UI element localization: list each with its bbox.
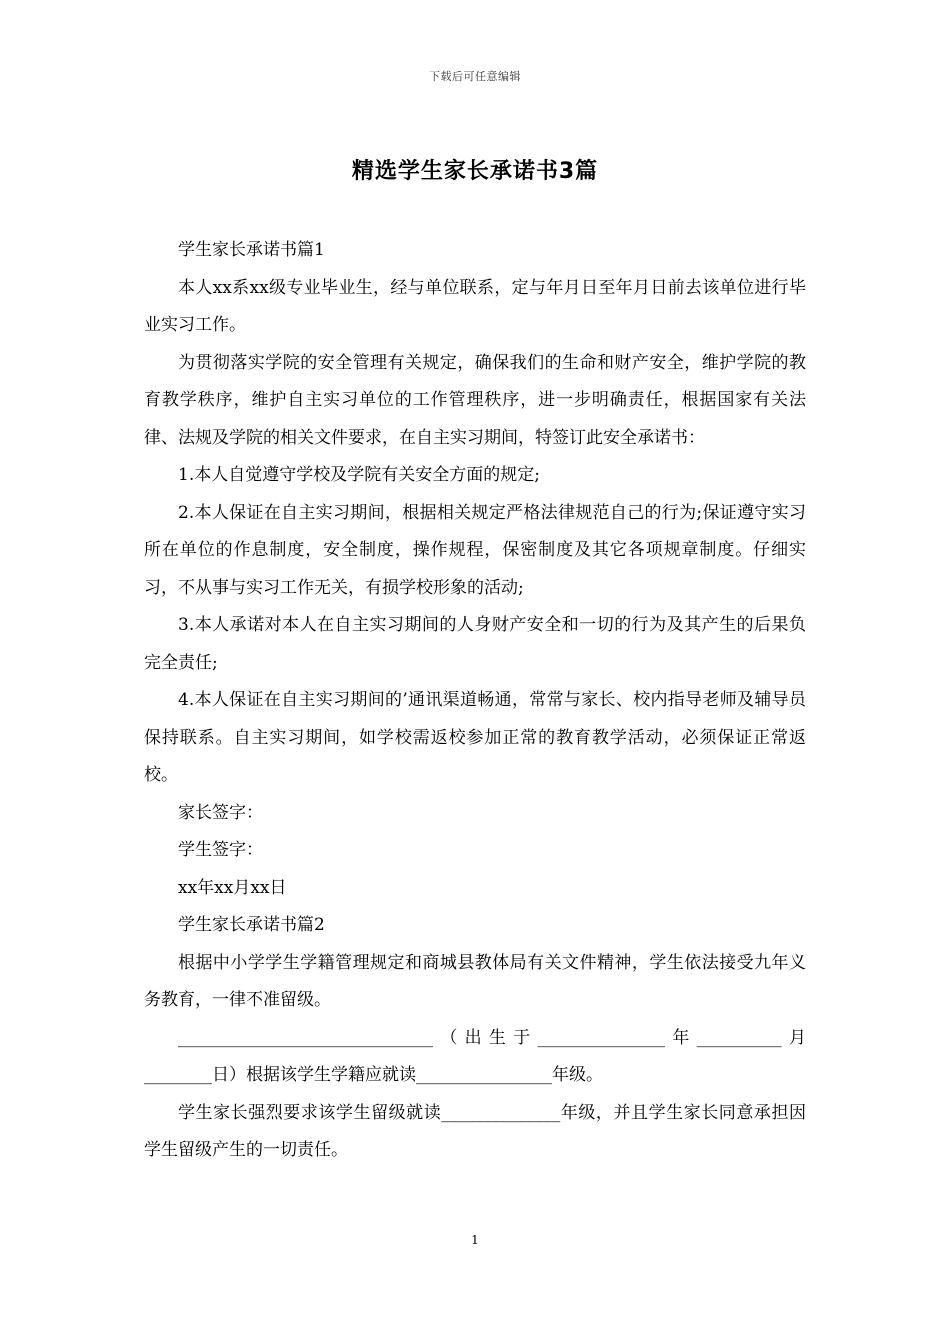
- clause-1: 1.本人自觉遵守学校及学院有关安全方面的规定;: [178, 465, 540, 485]
- page-number: 1: [471, 1233, 479, 1247]
- clause-2: 2.本人保证在自主实习期间，根据相关规定严格法律规范自己的行为;保证遵守实习所在单位的作息制度，安全制度，操作规程，保密制度及其它各项规章制度。仔细实习，不从事与实习工作无关，有损学校形象的活动;: [144, 502, 806, 598]
- clause-4: 4.本人保证在自主实习期间的’通讯渠道畅通，常常与家长、校内指导老师及辅导员保持联系。自主实习期间，如学校需返校参加正常的教育教学活动，必须保证正常返校。: [144, 690, 806, 785]
- student-signature-line: 学生签字：: [178, 840, 263, 860]
- paragraph-policy: 根据中小学学生学籍管理规定和商城县教体局有关文件精神，学生依法接受九年义务教育，一律不准留级。: [144, 952, 806, 1010]
- header-note: 下载后可任意编辑: [429, 70, 521, 83]
- date-line: xx年xx月xx日: [178, 877, 287, 898]
- document-body: [144, 232, 806, 1170]
- document-title: 精选学生家长承诺书3篇: [351, 159, 599, 184]
- clause-3: 3.本人承诺对本人在自主实习期间的人身财产安全和一切的行为及其产生的后果负完全责任;: [144, 615, 806, 673]
- paragraph-intro: 本人xx系xx级专业毕业生，经与单位联系，定与年月日至年月日前去该单位进行毕业实习工作。: [144, 277, 806, 335]
- paragraph-purpose: 为贯彻落实学院的安全管理有关规定，确保我们的生命和财产安全，维护学院的教育教学秩序，维护自主实习单位的工作管理秩序，进一步明确责任，根据国家有关法律、法规及学院的相关文件要求，在自主实习期间，特签订此安全承诺书：: [144, 352, 806, 448]
- section-heading-2: 学生家长承诺书篇2: [178, 915, 325, 935]
- paragraph-fill-in-birth: ______________________________（出生于_______________年__________月________日）根据该学生学籍应就读________________年级。: [144, 1027, 806, 1085]
- section-heading-1: 学生家长承诺书篇1: [178, 240, 325, 260]
- parent-signature-line: 家长签字：: [178, 802, 263, 823]
- paragraph-fill-in-grade: 学生家长强烈要求该学生留级就读______________年级，并且学生家长同意承担因学生留级产生的一切责任。: [144, 1102, 806, 1160]
